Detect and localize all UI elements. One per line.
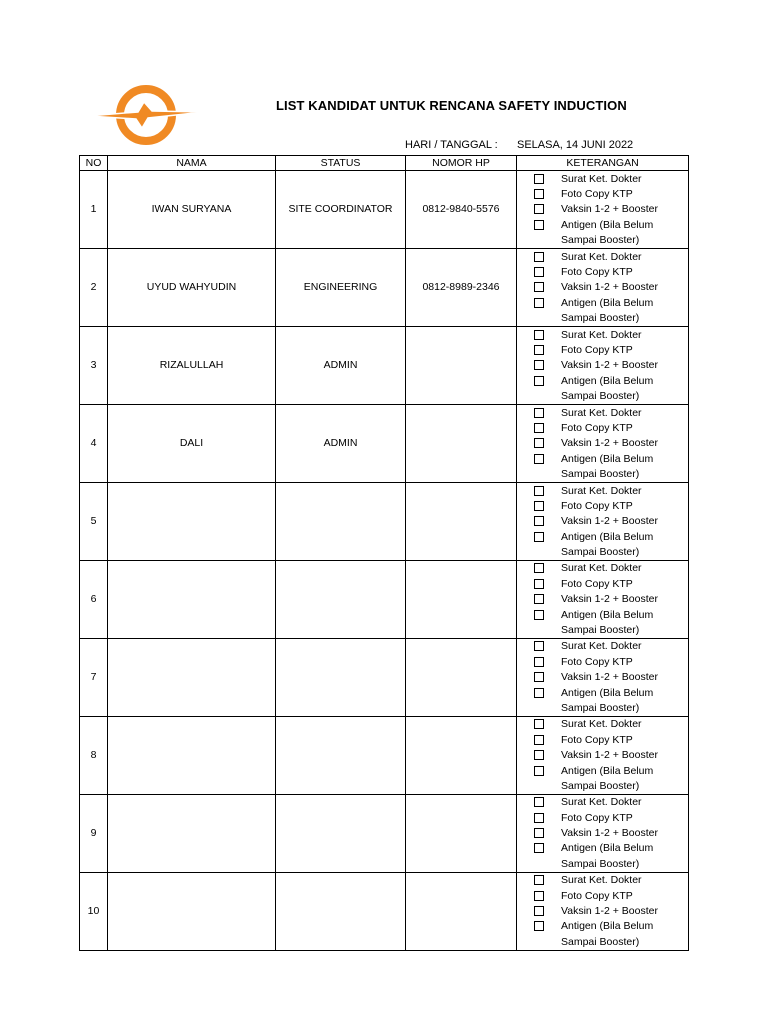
row-number: 2 — [80, 248, 108, 326]
table-row — [80, 794, 689, 872]
checklist-label: Vaksin 1-2 + Booster — [561, 671, 658, 684]
table-row — [80, 716, 689, 794]
checklist-item — [517, 529, 688, 544]
checklist-label: Foto Copy KTP — [561, 343, 633, 356]
checkbox[interactable] — [534, 267, 544, 277]
checklist-label: Sampai Booster) — [561, 312, 640, 325]
candidate-status — [276, 794, 406, 872]
candidate-phone — [406, 716, 517, 794]
row-number: 5 — [80, 482, 108, 560]
candidate-phone — [406, 560, 517, 638]
candidate-name — [108, 872, 276, 950]
checklist-label: Vaksin 1-2 + Booster — [561, 905, 658, 918]
checkbox[interactable] — [534, 360, 544, 370]
checklist-label: Sampai Booster) — [561, 779, 640, 792]
checklist-item — [517, 311, 688, 326]
candidate-name: UYUD WAHYUDIN — [108, 248, 276, 326]
table-row — [80, 326, 689, 404]
checklist-label: Surat Ket. Dokter — [561, 562, 642, 575]
checklist-label: Antigen (Bila Belum — [561, 218, 654, 231]
candidate-status: ADMIN — [276, 404, 406, 482]
keterangan-cell — [517, 872, 689, 950]
table-row — [80, 482, 689, 560]
checklist-label: Foto Copy KTP — [561, 889, 633, 902]
keterangan-cell — [517, 794, 689, 872]
checkbox[interactable] — [534, 282, 544, 292]
checklist-item — [517, 856, 688, 871]
checklist-label: Vaksin 1-2 + Booster — [561, 281, 658, 294]
checklist-item — [517, 280, 688, 295]
keterangan-cell — [517, 404, 689, 482]
checkbox[interactable] — [534, 330, 544, 340]
date-value: SELASA, 14 JUNI 2022 — [517, 139, 634, 151]
keterangan-cell — [517, 560, 689, 638]
checkbox[interactable] — [534, 750, 544, 760]
candidate-name — [108, 638, 276, 716]
row-number: 1 — [80, 171, 108, 249]
checklist-item — [517, 825, 688, 840]
checkbox[interactable] — [534, 220, 544, 230]
candidate-name: RIZALULLAH — [108, 326, 276, 404]
candidate-status — [276, 560, 406, 638]
checklist-label: Foto Copy KTP — [561, 577, 633, 590]
candidate-status — [276, 872, 406, 950]
candidate-table — [79, 155, 689, 951]
checkbox[interactable] — [534, 252, 544, 262]
checkbox[interactable] — [534, 189, 544, 199]
checklist-item — [517, 358, 688, 373]
checklist-label: Foto Copy KTP — [561, 188, 633, 201]
checklist-label: Foto Copy KTP — [561, 733, 633, 746]
header-nomor-hp: NOMOR HP — [406, 156, 517, 171]
table-row — [80, 248, 689, 326]
row-number: 4 — [80, 404, 108, 482]
checkbox[interactable] — [534, 174, 544, 184]
candidate-phone — [406, 404, 517, 482]
candidate-name — [108, 794, 276, 872]
checklist-label: Antigen (Bila Belum — [561, 374, 654, 387]
checklist-item — [517, 420, 688, 435]
checklist-label: Sampai Booster) — [561, 390, 640, 403]
checklist-label: Vaksin 1-2 + Booster — [561, 827, 658, 840]
checklist-label: Surat Ket. Dokter — [561, 484, 642, 497]
checklist-item — [517, 747, 688, 762]
table-row — [80, 560, 689, 638]
checklist-label: Antigen (Bila Belum — [561, 764, 654, 777]
keterangan-cell — [517, 248, 689, 326]
header-keterangan: KETERANGAN — [517, 156, 689, 171]
checkbox[interactable] — [534, 438, 544, 448]
checkbox[interactable] — [534, 828, 544, 838]
checklist-label: Sampai Booster) — [561, 234, 640, 247]
checklist-item — [517, 888, 688, 903]
checklist-item — [517, 373, 688, 388]
checklist-item — [517, 451, 688, 466]
checkbox[interactable] — [534, 813, 544, 823]
checkbox[interactable] — [534, 532, 544, 542]
candidate-name — [108, 716, 276, 794]
checklist-item — [517, 202, 688, 217]
keterangan-cell — [517, 716, 689, 794]
checkbox[interactable] — [534, 843, 544, 853]
candidate-phone: 0812-8989-2346 — [406, 248, 517, 326]
checklist-label: Foto Copy KTP — [561, 266, 633, 279]
candidate-phone — [406, 872, 517, 950]
candidate-status — [276, 716, 406, 794]
keterangan-cell — [517, 638, 689, 716]
keterangan-cell — [517, 482, 689, 560]
checklist-label: Sampai Booster) — [561, 701, 640, 714]
checklist-label: Foto Copy KTP — [561, 421, 633, 434]
date-label: HARI / TANGGAL : — [405, 139, 498, 151]
checklist-item — [517, 295, 688, 310]
checklist-item — [517, 327, 688, 342]
checkbox[interactable] — [534, 766, 544, 776]
checklist-item — [517, 717, 688, 732]
checklist-label: Surat Ket. Dokter — [561, 172, 642, 185]
checklist-label: Vaksin 1-2 + Booster — [561, 593, 658, 606]
candidate-phone — [406, 482, 517, 560]
checklist-item — [517, 264, 688, 279]
checklist-item — [517, 795, 688, 810]
checkbox[interactable] — [534, 657, 544, 667]
checklist-label: Sampai Booster) — [561, 546, 640, 559]
checklist-item — [517, 763, 688, 778]
checklist-item — [517, 778, 688, 793]
row-number: 9 — [80, 794, 108, 872]
checklist-item — [517, 186, 688, 201]
candidate-name: DALI — [108, 404, 276, 482]
checklist-item — [517, 639, 688, 654]
checklist-item — [517, 466, 688, 481]
checklist-item — [517, 576, 688, 591]
candidate-phone — [406, 794, 517, 872]
row-number: 7 — [80, 638, 108, 716]
candidate-status — [276, 638, 406, 716]
checklist-label: Vaksin 1-2 + Booster — [561, 359, 658, 372]
checklist-item — [517, 732, 688, 747]
candidate-status: ADMIN — [276, 326, 406, 404]
checklist-item — [517, 436, 688, 451]
checklist-label: Surat Ket. Dokter — [561, 718, 642, 731]
checkbox[interactable] — [534, 454, 544, 464]
checklist-item — [517, 483, 688, 498]
checklist-item — [517, 233, 688, 248]
checklist-item — [517, 700, 688, 715]
checklist-label: Vaksin 1-2 + Booster — [561, 749, 658, 762]
checklist-item — [517, 592, 688, 607]
checklist-item — [517, 249, 688, 264]
checkbox[interactable] — [534, 579, 544, 589]
checklist-label: Foto Copy KTP — [561, 655, 633, 668]
candidate-status: SITE COORDINATOR — [276, 171, 406, 249]
candidate-phone — [406, 638, 517, 716]
checkbox[interactable] — [534, 610, 544, 620]
candidate-phone — [406, 326, 517, 404]
header-status: STATUS — [276, 156, 406, 171]
checklist-label: Foto Copy KTP — [561, 811, 633, 824]
keterangan-cell — [517, 326, 689, 404]
checkbox[interactable] — [534, 921, 544, 931]
checkbox[interactable] — [534, 501, 544, 511]
checklist-label: Antigen (Bila Belum — [561, 452, 654, 465]
checklist-label: Antigen (Bila Belum — [561, 686, 654, 699]
checkbox[interactable] — [534, 719, 544, 729]
checkbox[interactable] — [534, 204, 544, 214]
checklist-label: Sampai Booster) — [561, 935, 640, 948]
checklist-label: Surat Ket. Dokter — [561, 796, 642, 809]
checklist-label: Sampai Booster) — [561, 857, 640, 870]
page-title: LIST KANDIDAT UNTUK RENCANA SAFETY INDUCTION — [276, 98, 627, 113]
checkbox[interactable] — [534, 516, 544, 526]
header-no: NO — [80, 156, 108, 171]
checklist-label: Antigen (Bila Belum — [561, 920, 654, 933]
row-number: 3 — [80, 326, 108, 404]
keterangan-cell — [517, 171, 689, 249]
checklist-item — [517, 654, 688, 669]
checklist-item — [517, 685, 688, 700]
checkbox[interactable] — [534, 906, 544, 916]
table-row — [80, 638, 689, 716]
checklist-item — [517, 810, 688, 825]
checkbox[interactable] — [534, 408, 544, 418]
checkbox[interactable] — [534, 563, 544, 573]
checkbox[interactable] — [534, 298, 544, 308]
company-logo-icon — [86, 82, 206, 148]
checklist-label: Surat Ket. Dokter — [561, 640, 642, 653]
candidate-status: ENGINEERING — [276, 248, 406, 326]
checkbox[interactable] — [534, 376, 544, 386]
candidate-status — [276, 482, 406, 560]
candidate-phone: 0812-9840-5576 — [406, 171, 517, 249]
checklist-label: Surat Ket. Dokter — [561, 328, 642, 341]
table-body — [80, 171, 689, 951]
checklist-item — [517, 498, 688, 513]
checklist-item — [517, 607, 688, 622]
checklist-item — [517, 841, 688, 856]
candidate-name — [108, 560, 276, 638]
header-nama: NAMA — [108, 156, 276, 171]
checkbox[interactable] — [534, 735, 544, 745]
checklist-item — [517, 342, 688, 357]
checklist-label: Vaksin 1-2 + Booster — [561, 203, 658, 216]
candidate-name — [108, 482, 276, 560]
checkbox[interactable] — [534, 891, 544, 901]
checkbox[interactable] — [534, 641, 544, 651]
checklist-item — [517, 405, 688, 420]
checklist-label: Antigen (Bila Belum — [561, 842, 654, 855]
checkbox[interactable] — [534, 486, 544, 496]
checklist-label: Sampai Booster) — [561, 468, 640, 481]
checklist-label: Antigen (Bila Belum — [561, 608, 654, 621]
candidate-name: IWAN SURYANA — [108, 171, 276, 249]
checklist-label: Vaksin 1-2 + Booster — [561, 437, 658, 450]
row-number: 6 — [80, 560, 108, 638]
checklist-item — [517, 388, 688, 403]
table-header-row — [80, 156, 689, 171]
checklist-label: Surat Ket. Dokter — [561, 250, 642, 263]
checklist-item — [517, 561, 688, 576]
checkbox[interactable] — [534, 797, 544, 807]
checklist-item — [517, 217, 688, 232]
checkbox[interactable] — [534, 688, 544, 698]
checkbox[interactable] — [534, 672, 544, 682]
checkbox[interactable] — [534, 345, 544, 355]
checkbox[interactable] — [534, 875, 544, 885]
table-row — [80, 404, 689, 482]
row-number: 10 — [80, 872, 108, 950]
checklist-label: Sampai Booster) — [561, 624, 640, 637]
checklist-label: Surat Ket. Dokter — [561, 406, 642, 419]
checklist-label: Vaksin 1-2 + Booster — [561, 515, 658, 528]
table-row — [80, 872, 689, 950]
checkbox[interactable] — [534, 423, 544, 433]
checklist-item — [517, 514, 688, 529]
checklist-item — [517, 903, 688, 918]
checklist-label: Surat Ket. Dokter — [561, 874, 642, 887]
checklist-item — [517, 670, 688, 685]
table-row — [80, 171, 689, 249]
checklist-label: Foto Copy KTP — [561, 499, 633, 512]
checklist-label: Antigen (Bila Belum — [561, 296, 654, 309]
checkbox[interactable] — [534, 594, 544, 604]
row-number: 8 — [80, 716, 108, 794]
checklist-item — [517, 919, 688, 934]
checklist-item — [517, 171, 688, 186]
checklist-item — [517, 544, 688, 559]
checklist-item — [517, 622, 688, 637]
checklist-item — [517, 934, 688, 949]
checklist-item — [517, 873, 688, 888]
checklist-label: Antigen (Bila Belum — [561, 530, 654, 543]
